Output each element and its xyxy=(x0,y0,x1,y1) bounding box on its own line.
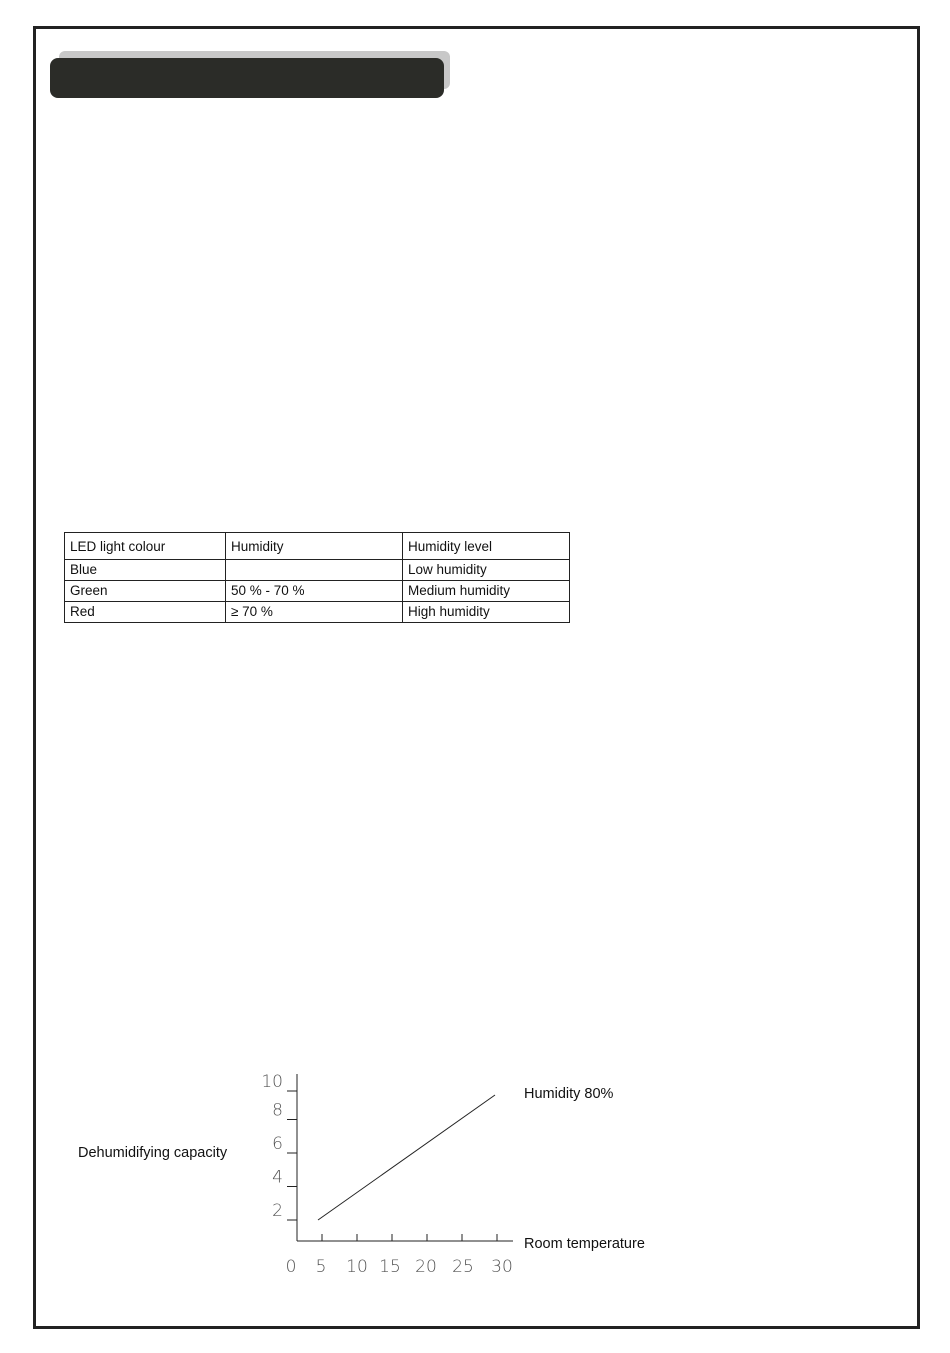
table-cell: High humidity xyxy=(403,602,570,623)
table-cell: Medium humidity xyxy=(403,581,570,602)
chart-x-tick-label: 20 xyxy=(415,1257,437,1277)
table-header-cell: LED light colour xyxy=(65,533,226,560)
chart-y-tick-label: 8 xyxy=(272,1100,283,1121)
chart-x-tick-label: 10 xyxy=(346,1257,368,1277)
table-cell: Blue xyxy=(65,560,226,581)
chart-x-tick-label: 15 xyxy=(379,1257,401,1277)
chart-series-line xyxy=(318,1095,495,1220)
chart-series-label: Humidity 80% xyxy=(524,1086,614,1102)
chart-x-tick-label: 0 xyxy=(285,1257,297,1277)
table-cell: ≥ 70 % xyxy=(226,602,403,623)
table-cell: 50 % - 70 % xyxy=(226,581,403,602)
chart-x-tick-label: 25 xyxy=(452,1257,474,1277)
chart-y-tick-label: 4 xyxy=(272,1167,283,1188)
chart-y-tick-label: 2 xyxy=(272,1201,283,1221)
chart-x-tick-label: 5 xyxy=(315,1257,327,1277)
table-header-cell: Humidity xyxy=(226,533,403,560)
chart-y-tick-label: 6 xyxy=(272,1134,283,1154)
chart-y-axis-label: Dehumidifying capacity xyxy=(78,1145,228,1161)
table-header-cell: Humidity level xyxy=(403,533,570,560)
chart-y-tick-label: 10 xyxy=(261,1072,283,1092)
table-cell: Red xyxy=(65,602,226,623)
chart-x-axis-label: Room temperature xyxy=(524,1236,645,1252)
chart-x-tick-label: 30 xyxy=(491,1257,513,1277)
table-cell: Low humidity xyxy=(403,560,570,581)
table-cell: Green xyxy=(65,581,226,602)
